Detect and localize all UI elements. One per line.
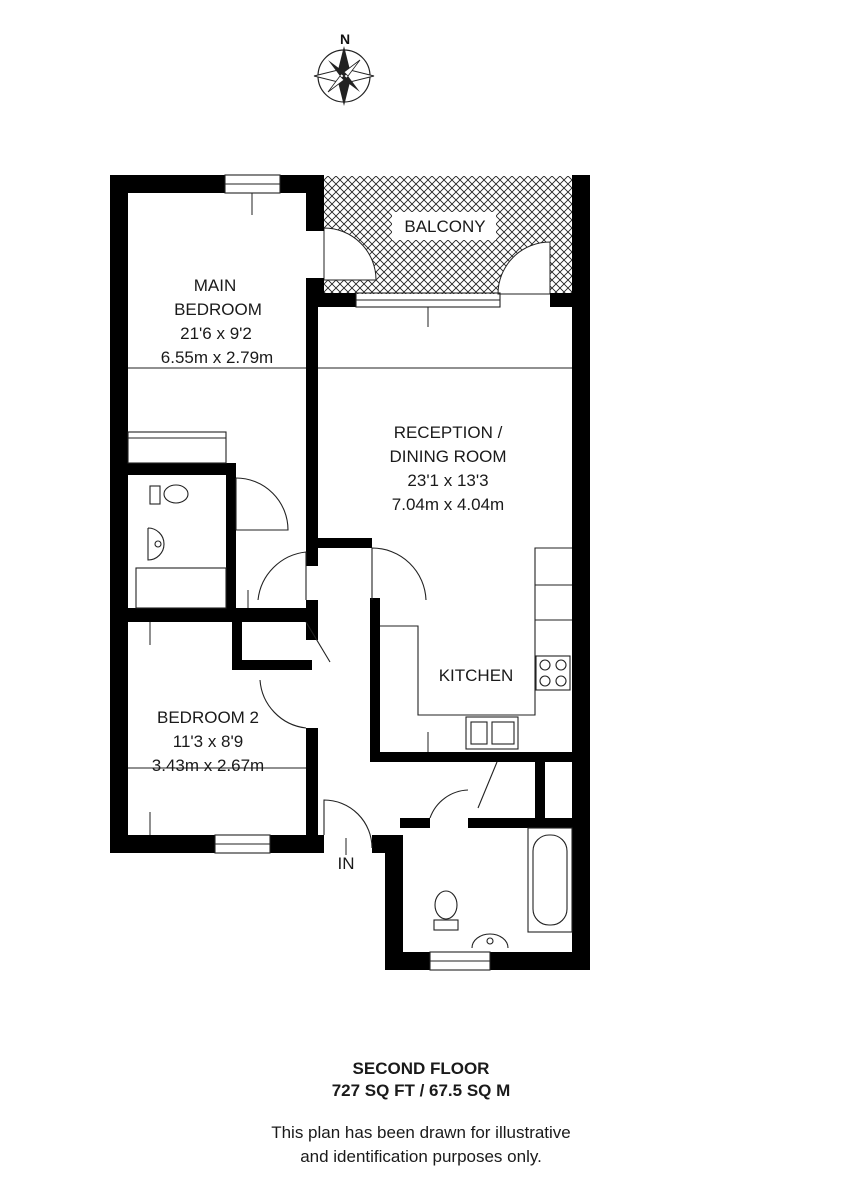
compass-north-label: N <box>339 31 351 47</box>
main-bedroom-imperial: 21'6 x 9'2 <box>180 324 252 343</box>
reception-name-1: RECEPTION / <box>393 423 503 442</box>
compass-rose-icon <box>314 31 374 106</box>
floor-summary <box>0 1058 842 1102</box>
balcony-label: BALCONY <box>404 217 486 236</box>
entrance-label: IN <box>337 854 355 873</box>
kitchen-label: KITCHEN <box>438 666 514 685</box>
main-bedroom-name-2: BEDROOM <box>174 300 262 319</box>
reception-name-2: DINING ROOM <box>389 447 507 466</box>
reception-metric: 7.04m x 4.04m <box>391 495 505 514</box>
floor-area: 727 SQ FT / 67.5 SQ M <box>331 1081 511 1100</box>
bedroom2-name: BEDROOM 2 <box>156 708 260 727</box>
disclaimer-line-1: This plan has been drawn for illustrative <box>271 1123 571 1142</box>
reception-imperial: 23'1 x 13'3 <box>407 471 489 490</box>
main-bedroom-metric: 6.55m x 2.79m <box>160 348 274 367</box>
disclaimer-line-2: and identification purposes only. <box>300 1147 542 1166</box>
floor-name: SECOND FLOOR <box>352 1059 490 1078</box>
disclaimer <box>0 1121 842 1169</box>
bedroom2-metric: 3.43m x 2.67m <box>151 756 265 775</box>
main-bedroom-name-1: MAIN <box>193 276 237 295</box>
bedroom2-imperial: 11'3 x 8'9 <box>172 732 244 751</box>
